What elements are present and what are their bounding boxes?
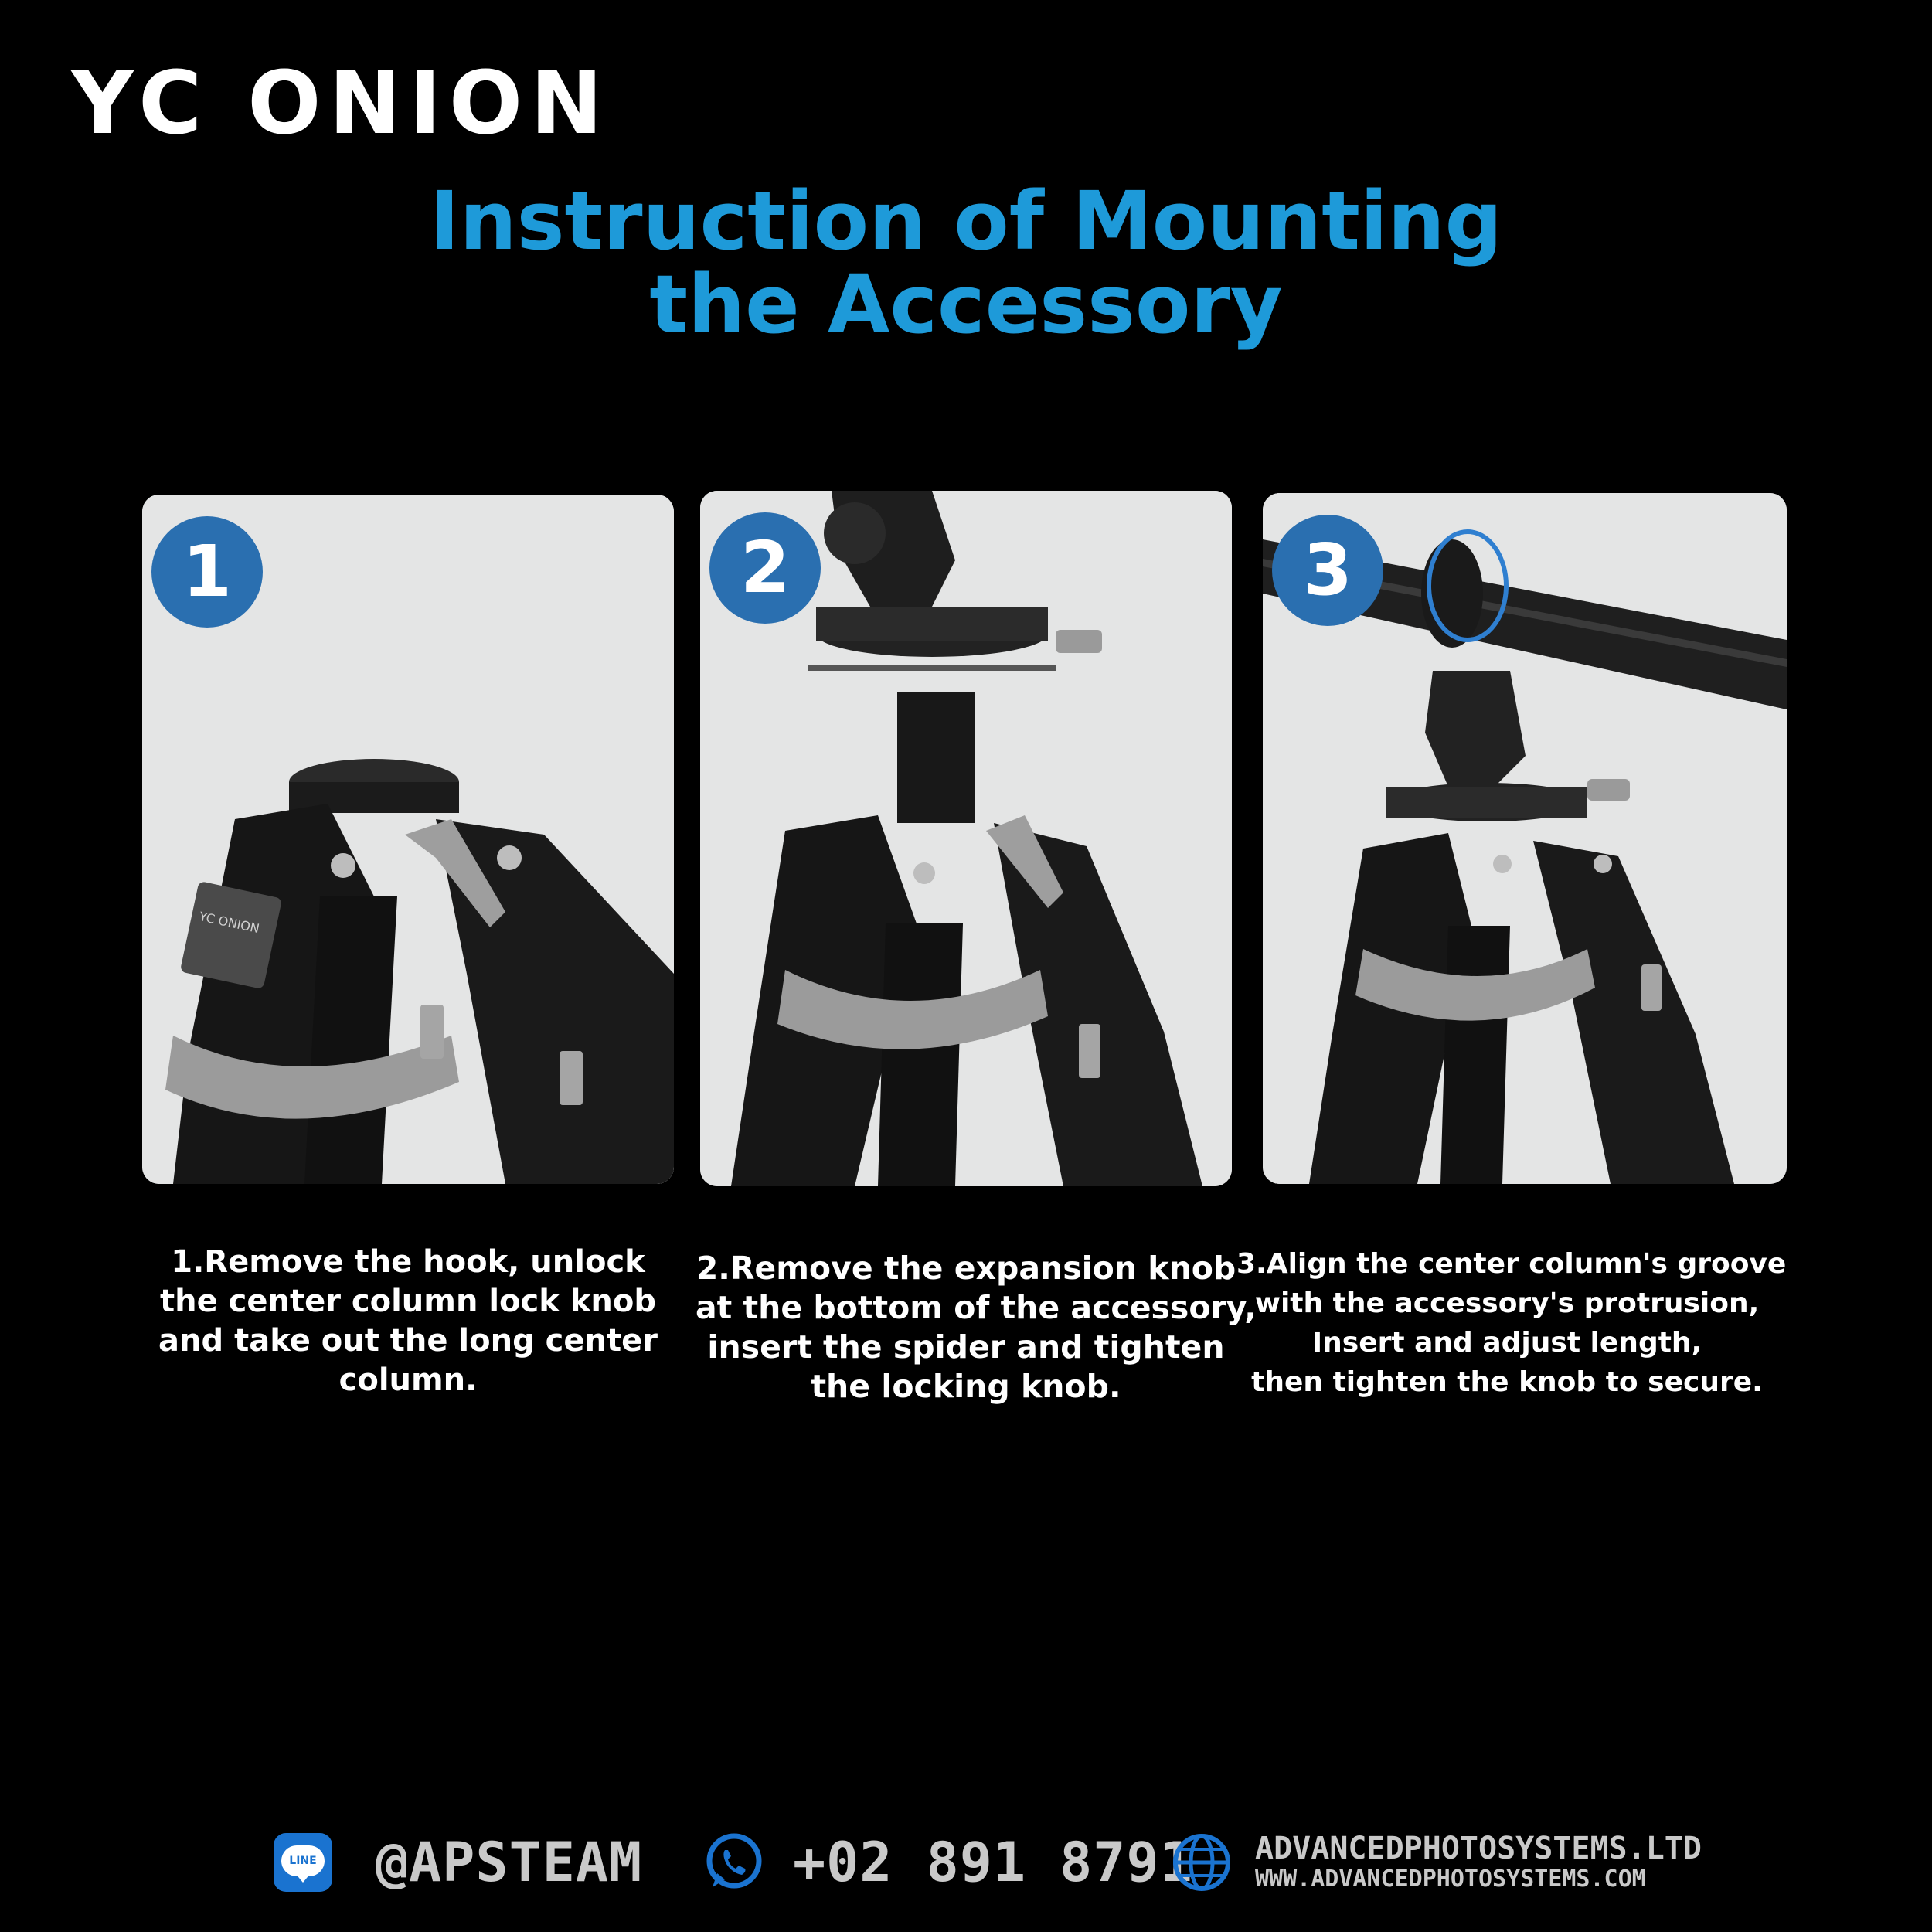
step-2-line-4: the locking knob.	[811, 1368, 1121, 1405]
svg-text:YC ONION: YC ONION	[198, 909, 261, 937]
step-1-line-1: 1.Remove the hook, unlock	[171, 1244, 645, 1280]
step-1-line-2: the center column lock knob	[160, 1284, 656, 1319]
step-1-line-4: column.	[338, 1362, 478, 1398]
website-block	[1255, 1832, 1702, 1893]
step-2-line-3: insert the spider and tighten	[707, 1328, 1225, 1366]
step-3-line-4: then tighten the knob to secure.	[1251, 1366, 1763, 1398]
step-3-line-3: Insert and adjust length,	[1311, 1327, 1702, 1359]
line-handle: @APSTEAM	[376, 1831, 643, 1894]
brand-logo: YC ONION	[71, 53, 611, 154]
step-1-description	[138, 1243, 679, 1400]
globe-icon	[1172, 1832, 1232, 1893]
company-name: ADVANCEDPHOTOSYSTEMS.LTD	[1255, 1831, 1702, 1866]
step-2-description	[696, 1249, 1257, 1406]
step-1-image	[142, 495, 674, 1184]
line-icon: LINE	[274, 1833, 332, 1892]
step-1-badge: 1	[151, 516, 263, 628]
phone-contact[interactable]	[703, 1824, 1193, 1901]
website-url[interactable]: WWW.ADVANCEDPHOTOSYSTEMS.COM	[1255, 1866, 1646, 1893]
line-contact[interactable]	[274, 1824, 642, 1901]
page-title	[0, 174, 1932, 352]
title-line-2: the Accessory	[649, 257, 1283, 352]
whatsapp-icon	[703, 1832, 765, 1893]
phone-number: +02 891 8791	[793, 1831, 1193, 1894]
step-3-line-1: 3.Align the center column's groove	[1236, 1248, 1787, 1280]
contact-footer	[0, 1824, 1932, 1901]
step-3-image	[1263, 493, 1787, 1184]
step-2-line-1: 2.Remove the expansion knob	[696, 1250, 1236, 1287]
step-2-line-2: at the bottom of the accessory,	[696, 1289, 1257, 1326]
step-1-line-3: and take out the long center	[158, 1323, 658, 1359]
title-line-1: Instruction of Mounting	[429, 174, 1503, 268]
website-contact[interactable]	[1172, 1824, 1702, 1901]
step-3-line-2: with the accessory's protrusion,	[1254, 1287, 1760, 1319]
step-3-description	[1236, 1244, 1787, 1402]
step-2-badge: 2	[709, 512, 821, 624]
step-3-badge: 3	[1272, 515, 1383, 626]
step-2-image	[700, 491, 1232, 1186]
